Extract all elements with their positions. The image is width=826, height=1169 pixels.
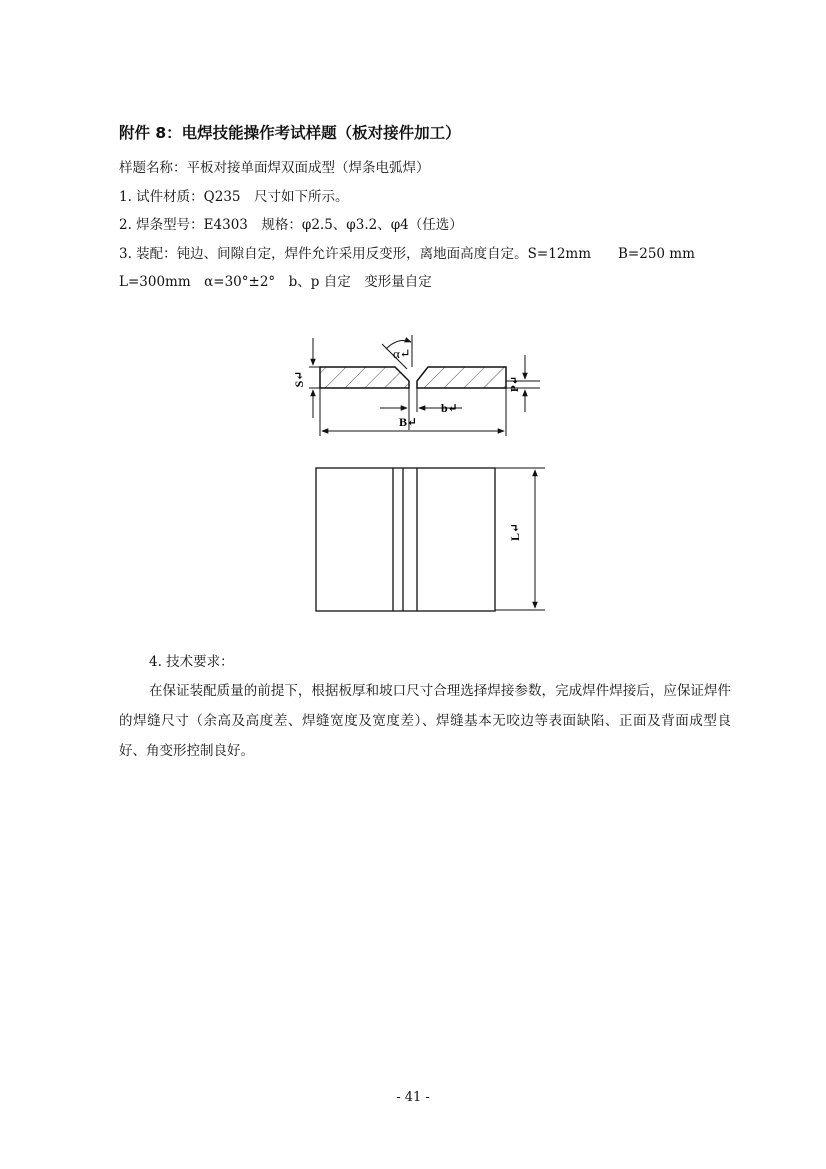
plate-top-view (316, 468, 495, 611)
label-B: B↵ (399, 415, 418, 429)
left-plate-section (320, 367, 409, 388)
electrode-line: 2. 焊条型号：E4303 规格：φ2.5、φ3.2、φ4（任选） (119, 217, 463, 233)
dimension-s (309, 338, 320, 418)
label-L: L↵ (508, 522, 522, 542)
material-line: 1. 试件材质：Q235 尺寸如下所示。 (119, 189, 349, 205)
label-p: P↵ (509, 376, 521, 392)
page-number: - 41 - (396, 1090, 430, 1105)
sample-name-line: 样题名称：平板对接单面焊双面成型（焊条电弧焊） (119, 160, 430, 176)
tech-requirements-heading: 4. 技术要求： (149, 654, 234, 670)
label-s: S↵ (292, 370, 306, 388)
assembly-line: 3. 装配：钝边、间隙自定，焊件允许采用反变形，离地面高度自定。S=12mm B=250 mm (119, 246, 695, 262)
label-alpha: α↵ (393, 346, 411, 361)
tech-requirements-paragraph: 在保证装配质量的前提下，根据板厚和坡口尺寸合理选择焊接参数，完成焊件焊接后，应保证焊件的焊缝尺寸（余高及高度差、焊缝宽度及宽度差）、焊缝基本无咬边等表面缺陷、正面及背面成型良好、角变形控制良好。 (119, 683, 731, 759)
document-heading: 附件 8：电焊技能操作考试样题（板对接件加工） (119, 124, 461, 142)
right-plate-section (417, 367, 506, 388)
assembly-line-2: L=300mm α=30°±2° b、p 自定 变形量自定 (119, 274, 432, 290)
label-b-small: b↵ (441, 401, 458, 415)
